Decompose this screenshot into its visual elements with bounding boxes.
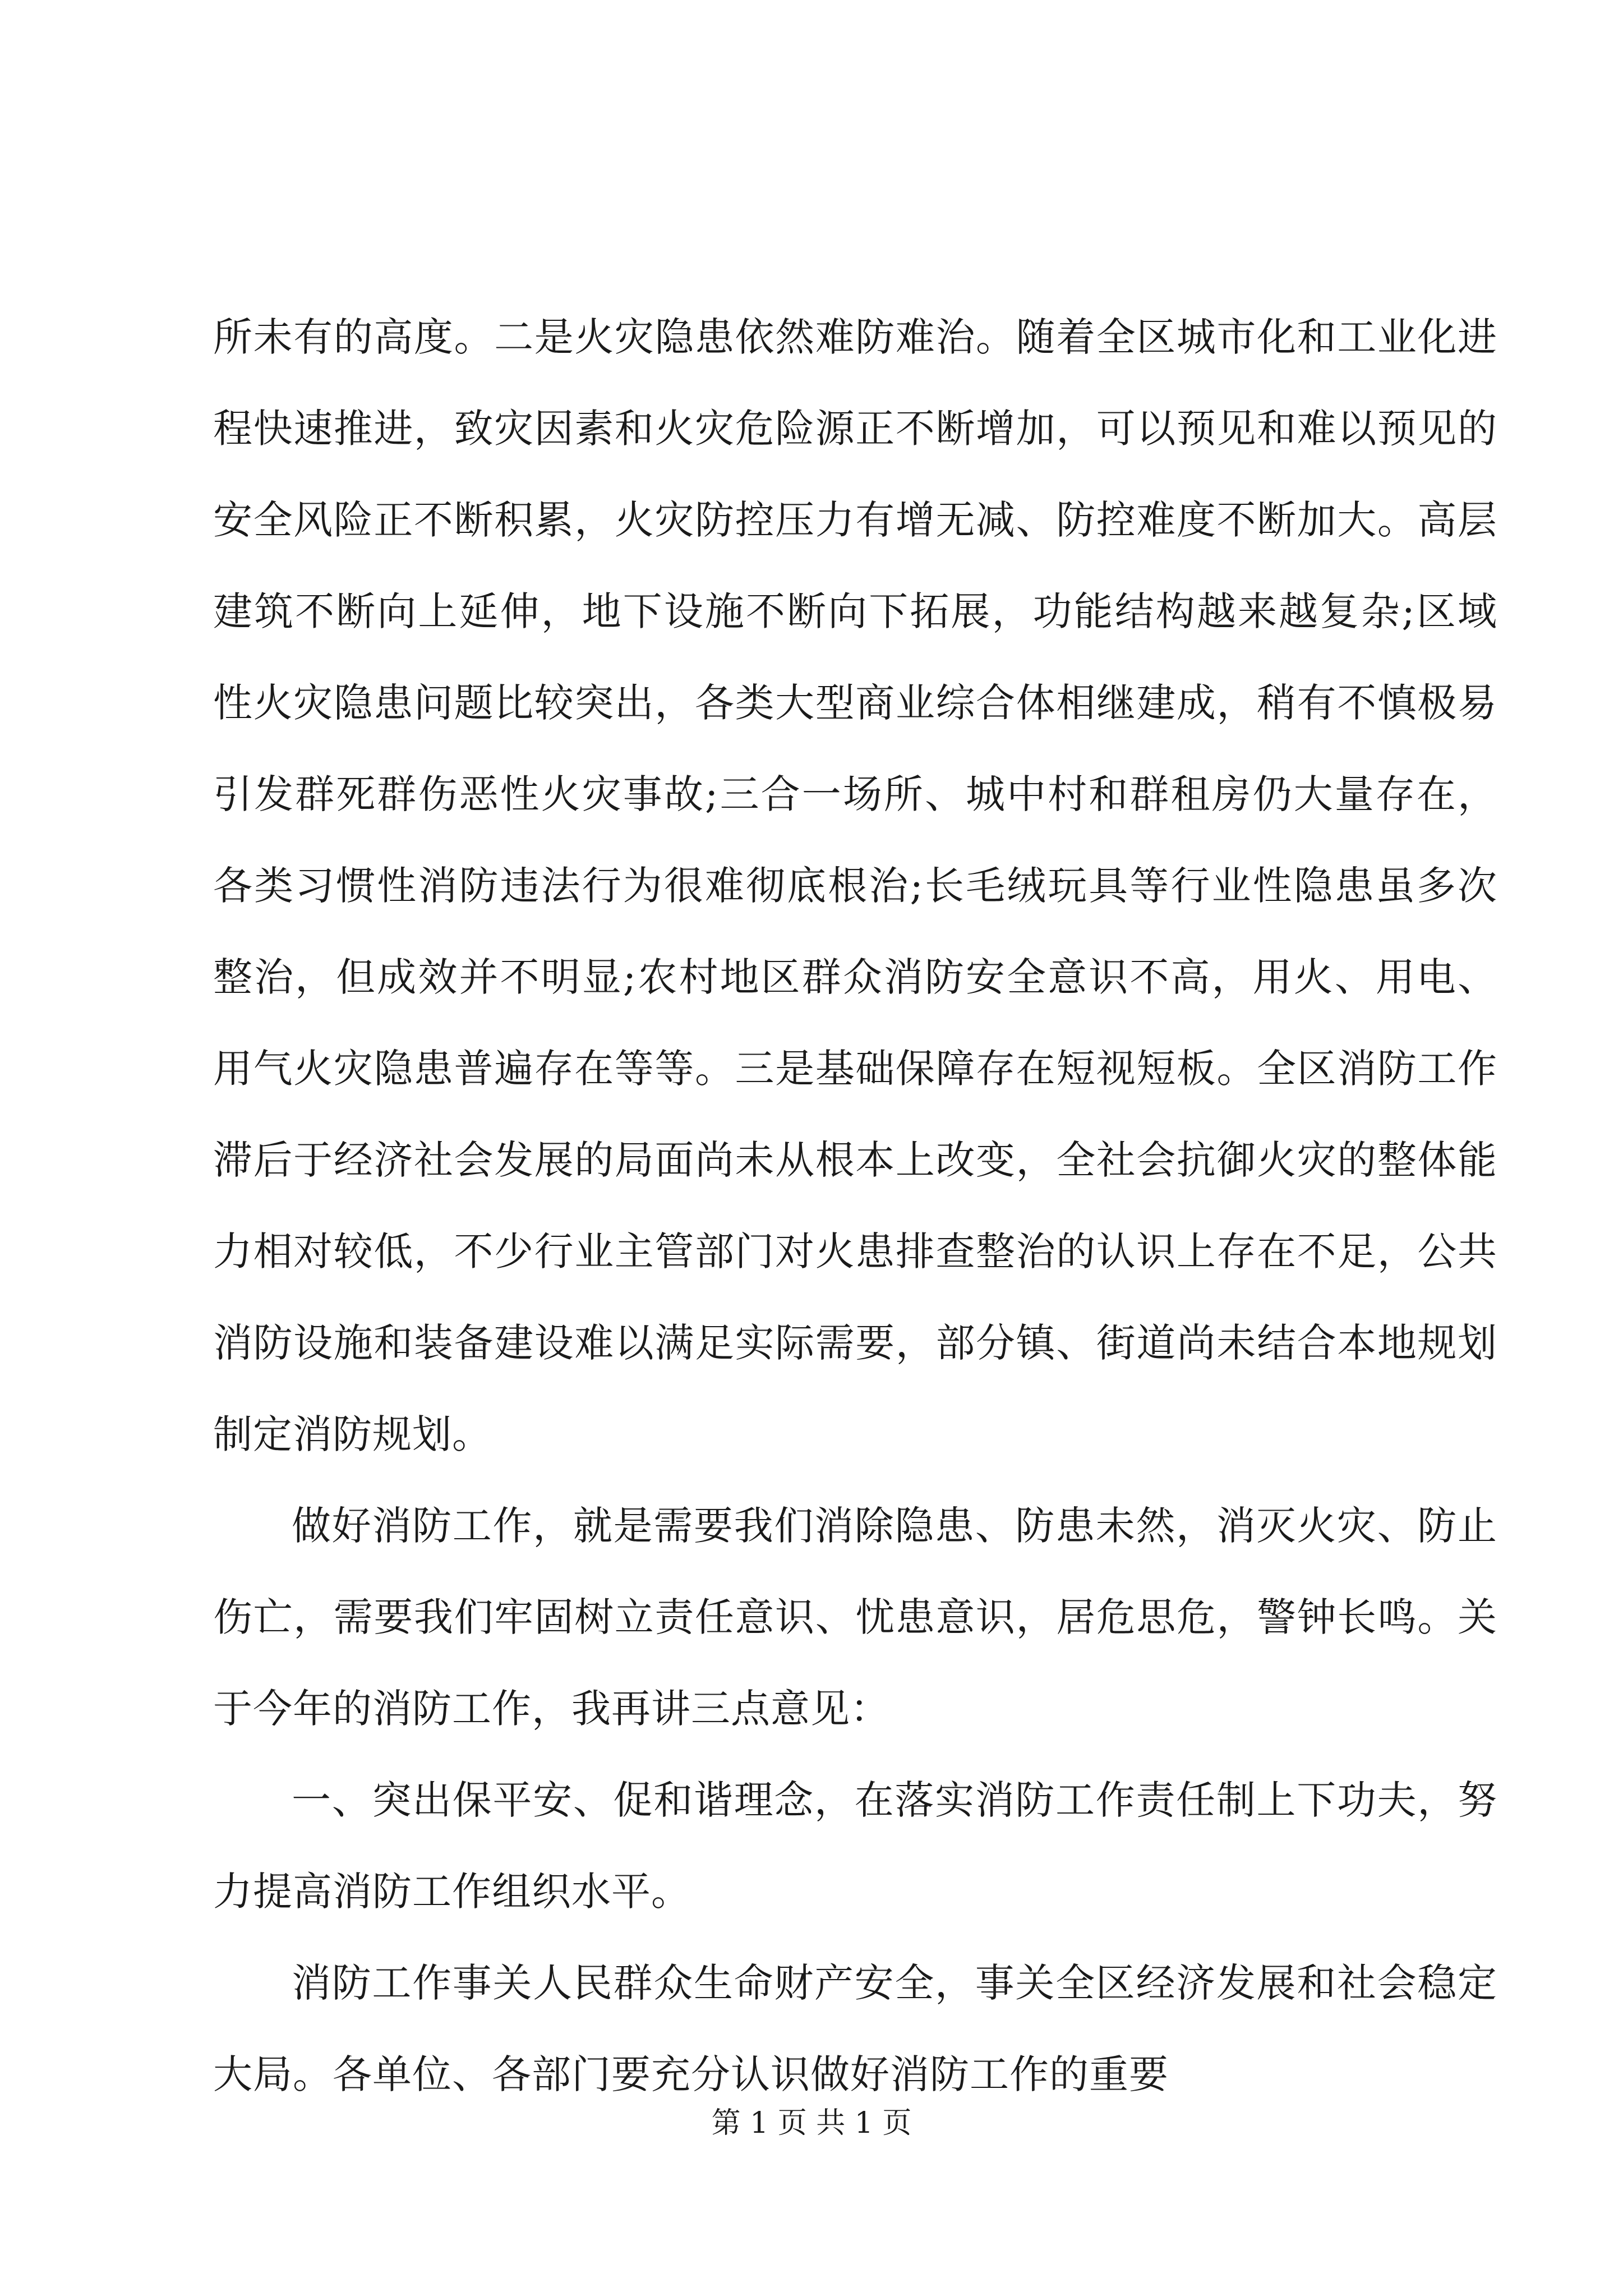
paragraph-3: 一、突出保平安、促和谐理念，在落实消防工作责任制上下功夫，努力提高消防工作组织水平。: [213, 1777, 1497, 1915]
paragraph-4: 消防工作事关人民群众生命财产安全，事关全区经济发展和社会稳定大局。各单位、各部门要充分认识做好消防工作的重要: [213, 1960, 1497, 2097]
paragraph-1: 所未有的高度。二是火灾隐患依然难防难治。随着全区城市化和工业化进程快速推进，致灾因素和火灾危险源正不断增加，可以预见和难以预见的安全风险正不断积累，火灾防控压力有增无减、防控难度不断加大。高层建筑不断向上延伸，地下设施不断向下拓展，功能结构越来越复杂;区域性火灾隐患问题比较突出，各类大型商业综合体相继建成，稍有不慎极易引发群死群伤恶性火灾事故;三合一场所、城中村和群租房仍大量存在，各类习惯性消防违法行为很难彻底根治;长毛绒玩具等行业性隐患虽多次整治，但成效并不明显;农村地区群众消防安全意识不高，用火、用电、用气火灾隐患普遍存在等等。三是基础保障存在短视短板。全区消防工作滞后于经济社会发展的局面尚未从根本上改变，全社会抗御火灾的整体能力相对较低，不少行业主管部门对火患排查整治的认识上存在不足，公共消防设施和装备建设难以满足实际需要，部分镇、街道尚未结合本地规划制定消防规划。: [213, 314, 1497, 1457]
paragraph-2: 做好消防工作，就是需要我们消除隐患、防患未然，消灭火灾、防止伤亡，需要我们牢固树立责任意识、忧患意识，居危思危，警钟长鸣。关于今年的消防工作，我再讲三点意见：: [213, 1503, 1497, 1732]
document-body: [213, 292, 1497, 2120]
page-footer: 第 1 页 共 1 页: [711, 2106, 912, 2140]
